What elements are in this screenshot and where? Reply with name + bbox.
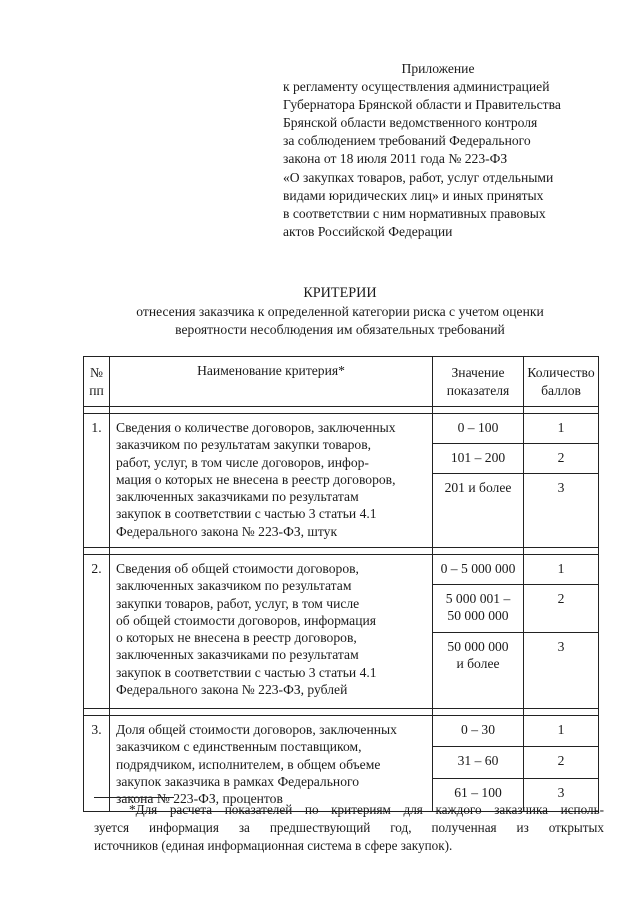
appendix-line: Брянской области ведомственного контроля xyxy=(283,115,538,131)
header-value xyxy=(433,357,524,407)
header-points-line: Количество xyxy=(527,365,595,381)
criterion-line: работ, услуг, в том числе договоров, инфор- xyxy=(116,454,369,470)
table-row xyxy=(84,716,599,747)
appendix-line: Губернатора Брянской области и Правительства xyxy=(283,97,561,113)
appendix-line: закона от 18 июля 2011 года № 223-ФЗ xyxy=(283,151,508,167)
points-value: 1 xyxy=(524,716,599,747)
criterion-line: закона № 223-ФЗ, процентов xyxy=(116,791,283,807)
spacer-row xyxy=(84,407,599,414)
criterion-line: заключенных заказчиками по результатам xyxy=(116,489,359,505)
indicator-value xyxy=(433,585,524,633)
criterion-line: подрядчиком, исполнителем, в общем объеме xyxy=(116,756,381,772)
appendix-line: актов Российской Федерации xyxy=(283,223,453,239)
criterion-line: закупок заказчика в рамках Федерального xyxy=(116,773,360,789)
table-row xyxy=(84,555,599,585)
points-value: 3 xyxy=(524,633,599,709)
criterion-name xyxy=(110,414,433,548)
indicator-value: 101 – 200 xyxy=(433,444,524,474)
table-row xyxy=(84,414,599,444)
indicator-value: 201 и более xyxy=(433,474,524,548)
header-points xyxy=(524,357,599,407)
criterion-line: мация о которых не внесена в реестр договоров, xyxy=(116,471,396,487)
points-value: 1 xyxy=(524,414,599,444)
appendix-line: в соответствии с ним нормативных правовых xyxy=(283,205,546,221)
criterion-line: заключенных заказчиками по результатам xyxy=(116,647,359,663)
document-subtitle-line: отнесения заказчика к определенной категории риска с учетом оценки xyxy=(136,303,544,319)
criterion-line: Доля общей стоимости договоров, заключенных xyxy=(116,722,397,737)
footnote xyxy=(94,801,604,855)
criterion-line: закупки товаров, работ, услуг, в том числе xyxy=(116,595,360,611)
row-number: 1. xyxy=(84,414,110,548)
criterion-line: закупок в соответствии с частью 3 статьи 4.1 xyxy=(116,506,377,522)
appendix-block xyxy=(283,60,603,241)
row-number: 2. xyxy=(84,555,110,709)
indicator-value: 0 – 30 xyxy=(433,716,524,747)
points-value: 1 xyxy=(524,555,599,585)
appendix-line: «О закупках товаров, работ, услуг отдельными xyxy=(283,169,554,185)
row-number: 3. xyxy=(84,716,110,812)
header-number-line: пп xyxy=(89,382,104,398)
appendix-heading: Приложение xyxy=(401,61,475,76)
header-number xyxy=(84,357,110,407)
indicator-value: 61 – 100 xyxy=(433,778,524,812)
criterion-line: Сведения о количестве договоров, заключенных xyxy=(116,420,396,435)
appendix-line: за соблюдением требований Федерального xyxy=(283,133,531,149)
footnote-line: *Для расчета показателей по критериям для каждого заказчика исполь- xyxy=(129,802,604,817)
points-value: 2 xyxy=(524,444,599,474)
criterion-line: заказчиком с единственным поставщиком, xyxy=(116,739,362,755)
criterion-line: об общей стоимости договоров, информация xyxy=(116,612,377,628)
footnote-line: зуется информация за предшествующий год, полученная из открытых xyxy=(94,820,604,836)
indicator-value-line: 5 000 001 – xyxy=(445,591,511,606)
indicator-value-line: 50 000 000 xyxy=(447,608,509,624)
criteria-table xyxy=(83,356,599,812)
table-header-row xyxy=(84,357,599,407)
header-value-line: показателя xyxy=(446,382,510,398)
footnote-line: источников (единая информационная система в сфере закупок). xyxy=(94,838,453,854)
header-value-line: Значение xyxy=(451,365,505,381)
points-value: 2 xyxy=(524,747,599,778)
criterion-line: Федерального закона № 223-ФЗ, штук xyxy=(116,523,338,539)
criterion-line: Сведения об общей стоимости договоров, xyxy=(116,561,359,576)
criterion-line: заказчиком по результатам закупки товаров, xyxy=(116,437,372,453)
footnote-separator xyxy=(94,797,174,798)
document-title: КРИТЕРИИ xyxy=(303,285,377,301)
criterion-line: закупок в соответствии с частью 3 статьи 4.1 xyxy=(116,664,377,680)
criterion-line: о которых не внесена в реестр договоров, xyxy=(116,630,357,646)
spacer-row xyxy=(84,548,599,555)
header-criterion-name: Наименование критерия* xyxy=(110,357,433,407)
spacer-row xyxy=(84,709,599,716)
appendix-line: видами юридических лиц» и иных принятых xyxy=(283,187,544,203)
appendix-line: к регламенту осуществления администрацией xyxy=(283,79,550,95)
header-points-line: баллов xyxy=(541,382,581,398)
criterion-line: Федерального закона № 223-ФЗ, рублей xyxy=(116,682,348,698)
document-title-block xyxy=(60,284,620,340)
points-value: 3 xyxy=(524,778,599,812)
header-number-line: № xyxy=(90,365,103,381)
criterion-name xyxy=(110,555,433,709)
points-value: 2 xyxy=(524,585,599,633)
indicator-value-line: 50 000 000 xyxy=(447,639,509,654)
points-value: 3 xyxy=(524,474,599,548)
indicator-value xyxy=(433,633,524,709)
indicator-value-line: и более xyxy=(456,656,500,672)
indicator-value: 31 – 60 xyxy=(433,747,524,778)
indicator-value: 0 – 5 000 000 xyxy=(433,555,524,585)
criterion-line: заключенных заказчиком по результатам xyxy=(116,578,352,594)
document-subtitle-line: вероятности несоблюдения им обязательных требований xyxy=(175,322,505,337)
indicator-value: 0 – 100 xyxy=(433,414,524,444)
